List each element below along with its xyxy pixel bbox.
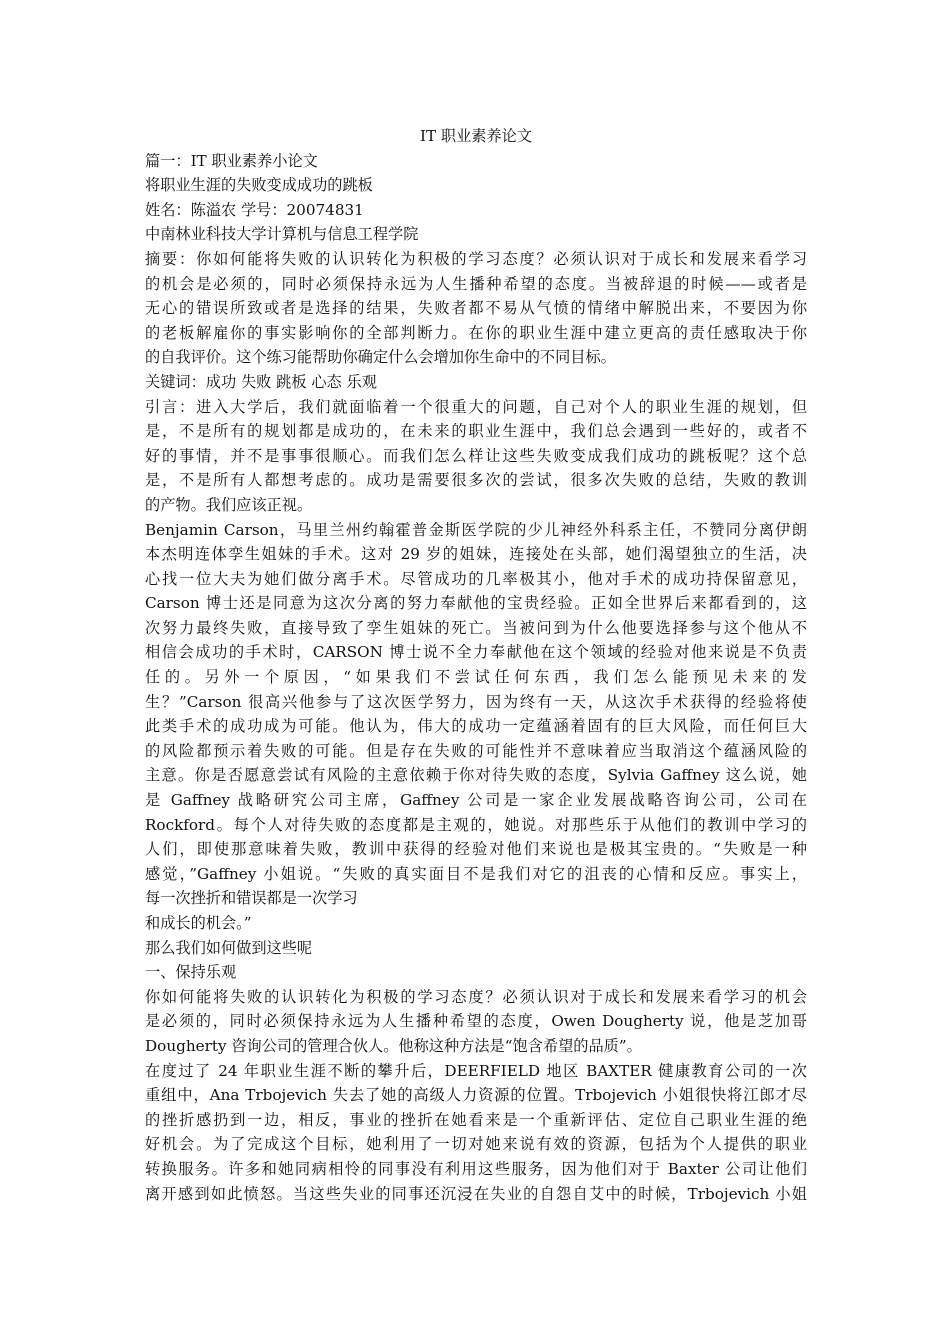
text-line: 的自我评价。这个练习能帮助你确定什么会增加你生命中的不同目标。 <box>145 348 616 367</box>
text-line: 姓名：陈溢农 学号：20074831 <box>145 200 364 219</box>
text-line: Benjamin Carson，马里兰州约翰霍普金斯医学院的少儿神经外科系主任，不赞同分离伊朗 <box>145 520 807 539</box>
text-line: 生？”Carson 很高兴他参与了这次医学努力，因为终有一天，从这次手术获得的经验将使 <box>145 692 807 711</box>
text-line: 好的事情，并不是事事很顺心。而我们怎么样让这些失败变成我们成功的跳板呢？这个总 <box>145 446 807 465</box>
text-line: 是，不是所有人都想考虑的。成功是需要很多次的尝试，很多次失败的总结，失败的教训 <box>145 471 807 490</box>
text-line: 是必须的，同时必须保持永远为人生播种希望的态度，Owen Dougherty 说，他是芝加哥 <box>145 1012 807 1031</box>
text-line: 此类手术的成功成为可能。他认为，伟大的成功一定蕴涵着固有的巨大风险，而任何巨大 <box>145 717 807 736</box>
text-line: 心找一位大夫为她们做分离手术。尽管成功的几率极其小，他对手术的成功持保留意见， <box>145 569 807 588</box>
text-line: 相信会成功的手术时，CARSON 博士说不全力奉献他在这个领域的经验对他来说是不负责 <box>145 643 807 662</box>
text-line: 引言：进入大学后，我们就面临着一个很重大的问题，自己对个人的职业生涯的规划，但 <box>145 397 807 416</box>
text-line: 任的。另外一个原因，“如果我们不尝试任何东西，我们怎么能预见未来的发 <box>145 668 807 687</box>
text-line: 中南林业科技大学计算机与信息工程学院 <box>145 225 419 244</box>
text-line: 一、保持乐观 <box>145 963 237 982</box>
text-line: Dougherty 咨询公司的管理合伙人。他称这种方法是“饱含希望的品质”。 <box>145 1036 642 1055</box>
text-line: Carson 博士还是同意为这次分离的努力奉献他的宝贵经验。正如全世界后来都看到的，这 <box>145 594 807 613</box>
text-line: 和成长的机会。” <box>145 914 252 932</box>
text-line: 重组中，Ana Trbojevich 失去了她的高级人力资源的位置。Trbojevich 小姐很快将江郎才尽 <box>145 1086 807 1105</box>
document-title: IT 职业素养论文 <box>419 127 533 145</box>
text-line: 摘要：你如何能将失败的认识转化为积极的学习态度？必须认识对于成长和发展来看学习 <box>145 249 807 268</box>
text-line: 每一次挫折和错误都是一次学习 <box>145 889 358 908</box>
text-line: 你如何能将失败的认识转化为积极的学习态度？必须认识对于成长和发展来看学习的机会 <box>145 987 807 1006</box>
text-line: 无心的错误所致或者是选择的结果，失败者都不易从气愤的情绪中解脱出来，不要因为你 <box>145 299 807 318</box>
text-line: 次努力最终失败，直接导致了孪生姐妹的死亡。当被问到为什么他要选择参与这个他从不 <box>145 618 807 637</box>
text-line: 是 Gaffney 战略研究公司主席，Gaffney 公司是一家企业发展战略咨询公司，公司在 <box>145 791 807 810</box>
text-line: 感觉，”Gaffney 小姐说。“失败的真实面目不是我们对它的沮丧的心情和反应。事实上， <box>145 864 807 883</box>
text-line: 篇一：IT 职业素养小论文 <box>145 151 318 170</box>
text-line: 转换服务。许多和她同病相怜的同事没有利用这些服务，因为他们对于 Baxter 公司让他们 <box>145 1159 807 1178</box>
document-text <box>145 149 807 1207</box>
text-line: 好机会。为了完成这个目标，她利用了一切对她来说有效的资源，包括为个人提供的职业 <box>145 1135 807 1154</box>
text-line: 的产物。我们应该正视。 <box>145 495 313 514</box>
text-line: 的挫折感扔到一边，相反，事业的挫折在她看来是一个重新评估、定位自己职业生涯的绝 <box>145 1110 807 1129</box>
document-body <box>145 124 807 1206</box>
text-line: 离开感到如此愤怒。当这些失业的同事还沉浸在失业的自怨自艾中的时候，Trbojevich 小姐 <box>145 1184 807 1203</box>
text-line: 是，不是所有的规划都是成功的，在未来的职业生涯中，我们总会遇到一些好的，或者不 <box>145 422 807 441</box>
text-line: 人们，即使那意味着失败，教训中获得的经验对他们来说也是极其宝贵的。“失败是一种 <box>145 840 807 859</box>
text-line: 那么我们如何做到这些呢 <box>145 938 313 957</box>
text-line: Rockford。每个人对待失败的态度都是主观的，她说。对那些乐于从他们的教训中学习的 <box>145 815 807 834</box>
text-line: 本杰明连体孪生姐妹的手术。这对 29 岁的姐妹，连接处在头部，她们渴望独立的生活，决 <box>145 545 807 564</box>
text-line: 的风险都预示着失败的可能。但是存在失败的可能性并不意味着应当取消这个蕴涵风险的 <box>145 741 807 760</box>
text-line: 关键词：成功 失败 跳板 心态 乐观 <box>145 372 377 391</box>
text-line: 将职业生涯的失败变成成功的跳板 <box>145 176 373 195</box>
text-line: 主意。你是否愿意尝试有风险的主意依赖于你对待失败的态度，Sylvia Gaffney 这么说，她 <box>145 766 807 785</box>
text-line: 的机会是必须的，同时必须保持永远为人生播种希望的态度。当被辞退的时候——或者是 <box>145 274 807 293</box>
text-line: 的老板解雇你的事实影响你的全部判断力。在你的职业生涯中建立更高的责任感取决于你 <box>145 323 807 342</box>
text-line: 在度过了 24 年职业生涯不断的攀升后，DEERFIELD 地区 BAXTER 健康教育公司的一次 <box>145 1061 807 1080</box>
